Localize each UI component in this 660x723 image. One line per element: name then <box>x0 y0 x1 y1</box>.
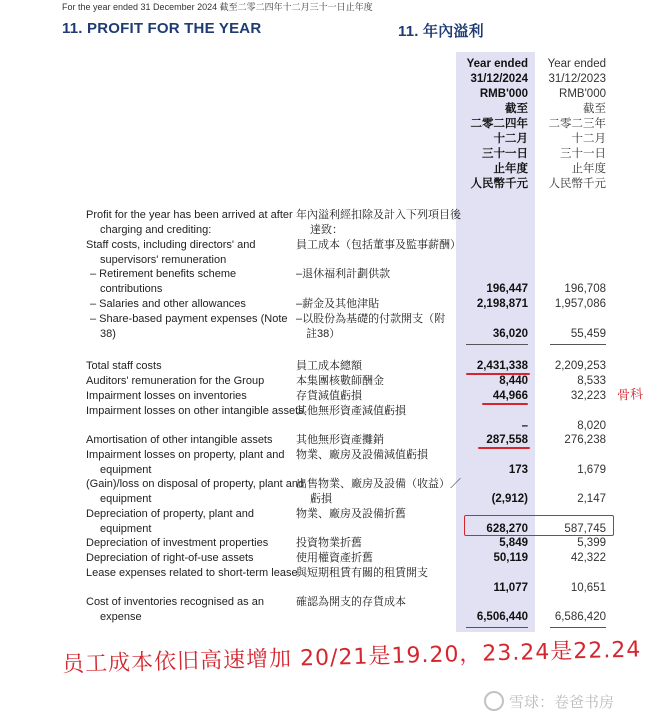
subtotal-rule <box>550 344 606 345</box>
value-2023: 32,223 <box>570 390 606 402</box>
row-label-en: Amortisation of other intangible assets <box>86 434 273 446</box>
row-label-zh: 其他無形資產減值虧損 <box>296 405 406 417</box>
row-label-zh: 其他無形資產攤銷 <box>296 434 384 446</box>
value-2023: 2,209,253 <box>554 360 606 372</box>
value-2023: 8,020 <box>577 419 606 432</box>
row-label-en: – Retirement benefits scheme contributions <box>90 268 237 295</box>
row-label-en: (Gain)/loss on disposal of property, plant and equipment <box>86 478 305 505</box>
row-label-en: Lease expenses related to short-term lease <box>86 567 298 579</box>
row-label-en: Impairment losses on inventories <box>86 390 247 402</box>
section-title-en: 11. PROFIT FOR THE YEAR <box>62 20 262 37</box>
row-label-zh: 員工成本（包括董事及監事薪酬） <box>296 239 461 251</box>
value-2024: 287,558 <box>486 434 528 446</box>
value-2024: 36,020 <box>492 327 528 340</box>
value-2023: 5,399 <box>577 537 606 549</box>
value-2023: 55,459 <box>570 327 606 340</box>
value-2024: 44,966 <box>492 390 528 402</box>
value-2023: 42,322 <box>570 552 606 564</box>
row-label-en: Cost of inventories recognised as an expense <box>86 596 264 623</box>
value-2023: 1,679 <box>577 463 606 476</box>
section-title-zh: 11. 年內溢利 <box>398 23 484 40</box>
row-label-en: Depreciation of investment properties <box>86 537 269 549</box>
row-label-en: Depreciation of property, plant and equipment <box>86 508 254 535</box>
row-label-en: – Share-based payment expenses (Note 38) <box>90 313 288 340</box>
row-label-zh: –薪金及其他津貼 <box>296 298 380 310</box>
column-header-2023: Year ended 31/12/2023 RMB'000 截至 二零二三年 十二月 三十一日 止年度 人民幣千元 <box>547 58 606 190</box>
row-label-zh: 本集團核數師酬金 <box>296 375 384 387</box>
value-2023: 1,957,086 <box>554 298 606 310</box>
row-label-zh: 確認為開支的存貨成本 <box>296 596 406 608</box>
value-2023: 6,586,420 <box>554 610 606 623</box>
value-2024: (2,912) <box>491 492 528 505</box>
value-2023: 196,708 <box>564 282 606 295</box>
annotation-box-depreciation <box>464 515 614 536</box>
value-2024: 628,270 <box>486 522 528 535</box>
value-2024: 50,119 <box>493 552 528 564</box>
row-label-en: Staff costs, including directors' and supervisors' remuneration <box>86 239 256 266</box>
annotation-underline-inventory-impairment <box>482 403 528 405</box>
total-rule <box>550 627 606 628</box>
value-2023: 587,745 <box>564 522 606 535</box>
column-header-2024: Year ended 31/12/2024 RMB'000 截至 二零二四年 十二月 三十一日 止年度 人民幣千元 <box>466 58 528 190</box>
value-2023: 10,651 <box>570 581 606 594</box>
watermark: 雪球：卷爸书房 <box>484 691 614 712</box>
row-label-en: Profit for the year has been arrived at after charging and crediting: <box>86 209 293 236</box>
row-label-zh: 年內溢利經扣除及計入下列項目後達致： <box>296 209 461 236</box>
row-label-en: – Salaries and other allowances <box>90 298 246 310</box>
running-head: For the year ended 31 December 2024 截至二零二四年十二月三十一日止年度 <box>62 2 373 12</box>
value-2024: 2,431,338 <box>476 360 528 372</box>
value-2024: 8,440 <box>499 375 528 387</box>
snowball-logo-icon <box>484 691 504 711</box>
row-label-en: Auditors' remuneration for the Group <box>86 375 265 387</box>
value-2024: 173 <box>508 463 528 476</box>
row-label-en: Impairment losses on property, plant and equipment <box>86 449 285 476</box>
value-2023: 2,147 <box>577 492 606 505</box>
row-label-zh: 物業、廠房及設備折舊 <box>296 508 406 520</box>
row-label-zh: –以股份為基礎的付款開支（附註38） <box>296 313 446 340</box>
row-label-zh: 投資物業折舊 <box>296 537 362 549</box>
value-2024: 6,506,440 <box>476 610 528 623</box>
total-rule <box>466 627 528 628</box>
value-2024: 196,447 <box>486 282 528 295</box>
value-2023: 8,533 <box>577 375 606 387</box>
value-2024: – <box>521 419 528 432</box>
row-label-zh: 使用權資產折舊 <box>296 552 373 564</box>
row-label-zh: 物業、廠房及設備減值虧損 <box>296 449 428 461</box>
value-2024: 11,077 <box>493 581 528 594</box>
value-2024: 5,849 <box>499 537 528 549</box>
row-label-zh: 與短期租賃有關的租賃開支 <box>296 567 428 579</box>
row-label-zh: 存貨減值虧損 <box>296 390 362 402</box>
row-label-zh: –退休福利計劃供款 <box>296 268 391 280</box>
annotation-underline-amortisation <box>478 447 530 449</box>
value-2023: 276,238 <box>564 434 606 446</box>
annotation-side-note: 骨科 <box>616 387 644 404</box>
annotation-underline-total-staff <box>466 373 530 375</box>
value-2024: 2,198,871 <box>476 298 528 310</box>
row-label-en: Depreciation of right-of-use assets <box>86 552 254 564</box>
row-label-en: Total staff costs <box>86 360 162 372</box>
row-label-en: Impairment losses on other intangible assets <box>86 405 304 417</box>
annotation-bottom-note: 员工成本依旧高速增加 20/21是19.20，23.24是22.24 <box>61 637 642 678</box>
subtotal-rule <box>466 344 528 345</box>
row-label-zh: 出售物業、廠房及設備（收益）／虧損 <box>296 478 461 505</box>
row-label-zh: 員工成本總額 <box>296 360 362 372</box>
